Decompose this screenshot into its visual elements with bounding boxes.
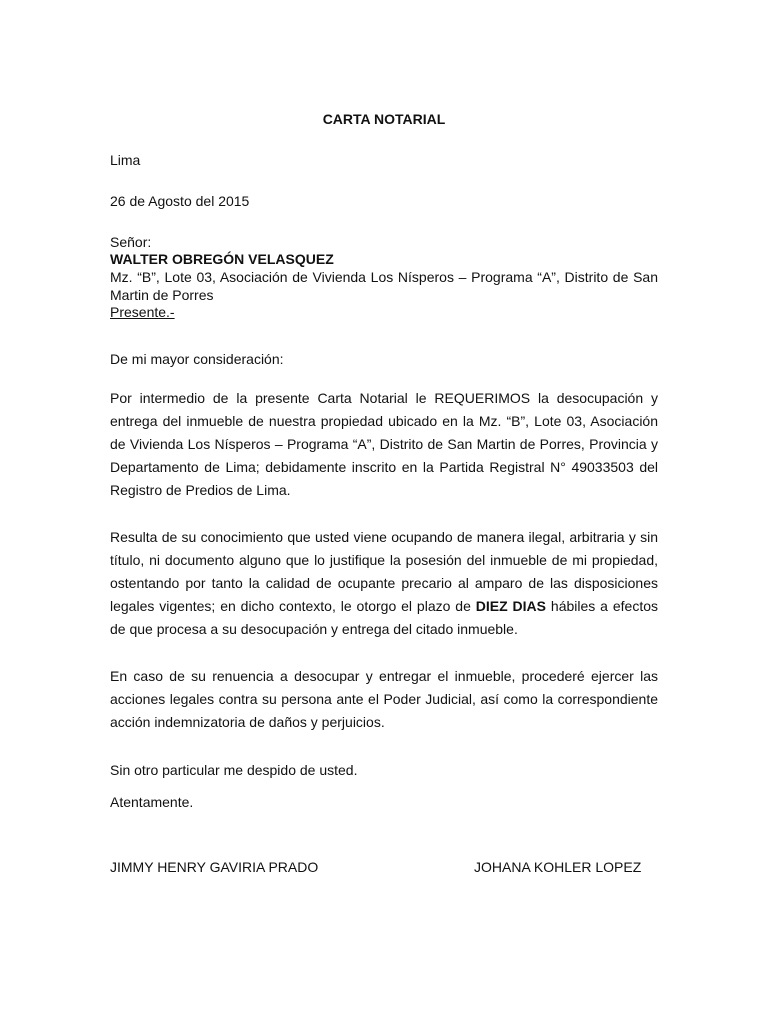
document-title: CARTA NOTARIAL [322,111,446,127]
paragraph-2-text-a: Resulta de su conocimiento que usted viene ocupando de manera ilegal, arbitraria y sin título, ni documento alguno que lo justifique la posesión del inmueble de mi propiedad, ostentando por tanto la calidad de ocupante precario al amparo de las disposiciones legales vigentes; en dicho contexto, le otorgo el plazo de [110,529,658,614]
signature-right: JOHANA KOHLER LOPEZ [474,859,642,875]
sign-off: Atentamente. [110,794,194,810]
closing: Sin otro particular me despido de usted. [110,762,358,778]
salutation: Señor: [110,234,152,250]
addressee-name: WALTER OBREGÓN VELASQUEZ [110,251,334,267]
paragraph-2-bold: DIEZ DIAS [475,598,547,614]
date: 26 de Agosto del 2015 [110,193,250,209]
presente: Presente.- [110,304,175,320]
paragraph-2-text-b: hábiles a efectos de que procesa a su desocupación y entrega del citado inmueble. [110,598,658,637]
paragraph-1: Por intermedio de la presente Carta Notarial le REQUERIMOS la desocupación y entrega del inmueble de nuestra propiedad ubicado en la Mz. “B”, Lote 03, Asociación de Vivienda Los Nísperos – Programa “A”, Distrito de San Martin de Porres, Provincia y Departamento de Lima; debidamente inscrito en la Partida Registral N° 49033503 del Registro de Predios de Lima. [110,390,658,498]
city: Lima [110,152,141,168]
signature-left: JIMMY HENRY GAVIRIA PRADO [110,859,319,875]
addressee-address: Mz. “B”, Lote 03, Asociación de Vivienda Los Nísperos – Programa “A”, Distrito de San Martin de Porres [110,269,658,303]
greeting: De mi mayor consideración: [110,351,284,367]
paragraph-3: En caso de su renuencia a desocupar y entregar el inmueble, procederé ejercer las acciones legales contra su persona ante el Poder Judicial, así como la correspondiente acción indemnizatoria de daños y perjuicios. [110,668,658,730]
paragraph-2 [110,526,658,641]
